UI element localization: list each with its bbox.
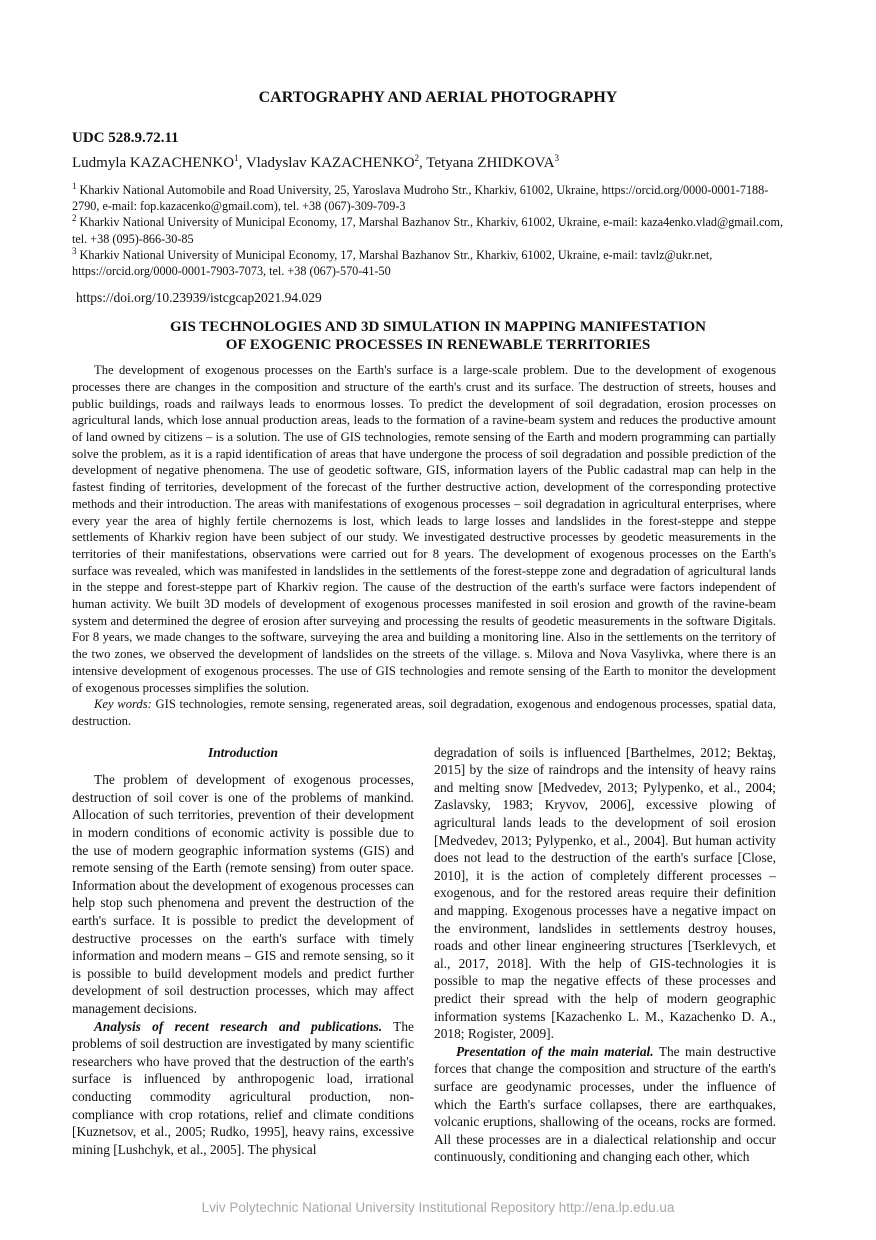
affiliation-text: Kharkiv National University of Municipal Economy, 17, Marshal Bazhanov Str., Kharkiv, 61002, Ukraine, e-mail: kaza4enko.vlad@gmail.com, tel. +38 (095)-866-30-85 xyxy=(72,215,784,246)
author-name: Ludmyla KAZACHENKO xyxy=(72,155,235,171)
affiliation-mark: 2 xyxy=(72,213,77,224)
keywords xyxy=(72,696,776,729)
affiliation-mark: 3 xyxy=(72,245,77,256)
affiliation-text: Kharkiv National Automobile and Road University, 25, Yaroslava Mudroho Str., Kharkiv, 61002, Ukraine, https://orcid.org/0000-0001-7188-2790, e-mail: fop.kazacenko@gmail.com), tel. +38 (067)-309-709-3 xyxy=(72,183,769,214)
body-columns xyxy=(72,744,776,1166)
analysis-paragraph xyxy=(72,1018,414,1159)
affiliation xyxy=(72,247,792,279)
presentation-text: The main destructive forces that change the composition and structure of the earth's surface are geodynamic processes, under the influence of which the Earth's surface collapses, there are earthquakes, volcanic eruptions, shallowing of the oceans, rocks are formed. All these processes are in a dialectical relationship and occur continuously, conditioning and changing each other, which xyxy=(434,1043,776,1165)
presentation-label: Presentation of the main material. xyxy=(456,1043,654,1059)
author-list: Ludmyla KAZACHENKO$^1$, Vladyslav KAZACHENKO$^2$, Tetyana ZHIDKOVA$^3$ xyxy=(72,153,560,171)
affiliations xyxy=(72,182,792,279)
doi-link[interactable]: https://doi.org/10.23939/istcgcap2021.94.029 xyxy=(76,290,322,306)
journal-section-heading: CARTOGRAPHY AND AERIAL PHOTOGRAPHY xyxy=(258,89,618,106)
keywords-text: GIS technologies, remote sensing, regenerated areas, soil degradation, exogenous and endogenous processes, spatial data, destruction. xyxy=(72,697,776,728)
left-column xyxy=(72,744,414,1166)
analysis-text: The problems of soil destruction are investigated by many scientific researchers who have proved that the destruction of the earth's surface is influenced by anthropogenic load, irrational conducting commodity agricultural production, non-compliance with crop rotations, relief and climate conditions [Kuznetsov, et al., 2005; Rudko, 1995], heavy rains, excessive mining [Lushchyk, et al., 2005]. The physical xyxy=(72,1018,414,1157)
abstract xyxy=(72,362,776,729)
analysis-label: Analysis of recent research and publications. xyxy=(94,1018,383,1034)
udc-code: UDC 528.9.72.11 xyxy=(72,130,179,146)
author-name: Vladyslav KAZACHENKO xyxy=(245,155,415,171)
intro-paragraph: The problem of development of exogenous processes, destruction of soil cover is one of the problems of mankind. Allocation of such territories, prevention of their development in modern conditions of economic activity is possible due to the use of modern geographic information systems (GIS) and remote sensing of the Earth (remote sensing) from outer space. Information about the development of exogenous processes can help stop such phenomena and prevent the destruction of the earth's surface. It is possible to predict the development of destructive processes on the earth's surface with timely information and modern means – GIS and remote sensing, so it is possible to build development models and predict further development of soil destruction processes, which may affect management decisions. xyxy=(72,772,414,1016)
affiliation-text: Kharkiv National University of Municipal Economy, 17, Marshal Bazhanov Str., Kharkiv, 61002, Ukraine, e-mail: tavlz@ukr.net, https://orcid.org/0000-0001-7903-7073, tel. +38 (067)-570-41-50 xyxy=(72,247,713,279)
keywords-label: Key words: xyxy=(94,697,152,712)
abstract-text: The development of exogenous processes on the Earth's surface is a large-scale problem. Due to the development of exogenous processes there are changes in the composition and structure of the earth's crust and its surface. The destruction of streets, houses and public buildings, roads and railways leads to enormous losses. To predict the development of soil degradation, erosion processes on agricultural lands, which lose annual production areas, leads to the formation of a ravine-beam system and reduces the productive amount of land owned by citizens – is a solution. The use of GIS technologies, remote sensing of the Earth and modern programming can partially solve the problem, as it is a rapid identification of areas that have undergone the process of soil degradation and possible prediction of the development of negative phenomena. The use of geodetic software, GIS, information layers of the Public cadastral map can help in the fastest finding of territories, development of the forecast of the further destructive action, development of the corresponding protective methods and their introduction. The areas with manifestations of exogenous processes – soil degradation in agricultural enterprises, where every year the area of highly fertile chernozems is lost, which leads to large losses and landslides in the forest-steppe and steppe settlements of Kharkiv region have been subject of our study. We investigated destructive processes by geodetic measurements in the territories of their manifestations, observations were carried out for 8 years. The development of exogenous processes on the Earth's surface was revealed, which was manifested in landslides in the settlements of the forest-steppe zone and degradation of agricultural lands in the steppe and forest-steppe part of Kharkiv region. The cause of the destruction of the earth's surface were factors independent of human activity. We built 3D models of development of exogenous processes manifested in soil erosion and growth of the ravine-beam system and determined the degree of erosion after surveying and processing the results of geodetic measurements in the software Digitals. For 8 years, we made changes to the software, surveying the area and building a monitoring line. Also in the settlements on the territory of the two zones, we observed the development of landslides on the streets of the village. s. Milova and Nova Vasylivka, where there is an intensive development of exogenous processes. The use of GIS technologies and remote sensing of the Earth to monitor the development of exogenous processes simplifies the solution. xyxy=(72,363,776,695)
title-line: GIS TECHNOLOGIES AND 3D SIMULATION IN MAPPING MANIFESTATION xyxy=(169,319,707,336)
right-column xyxy=(434,744,776,1166)
affiliation-mark: 1 xyxy=(72,180,77,191)
repository-footer: Lviv Polytechnic National University Institutional Repository http://ena.lp.edu.ua xyxy=(201,1200,675,1215)
affiliation xyxy=(72,182,792,214)
author-affiliation-mark: 2 xyxy=(414,153,420,163)
paper-title xyxy=(60,318,816,354)
introduction-heading: Introduction xyxy=(208,744,278,760)
continued-paragraph: degradation of soils is influenced [Barthelmes, 2012; Bektaş, 2015] by the size of raindrops and the intensity of heavy rains and melting snow [Medvedev, 2013; Pylypenko, et al., 2004; Zaslavsky, 1983; Kryvov, 2006], excessive plowing of agricultural lands leads to the development of soil erosion [Medvedev, 2013; Pylypenko, et al., 2004]. But human activity does not lead to the destruction of the earth's surface [Close, 2010], it is the action of completely different processes – exogenous, and for the restored areas require their definition and mapping. Exogenous processes have a negative impact on the environment, landslides in settlements destroy houses, roads and other linear engineering structures [Tserklevych, et al., 2017, 2018]. With the help of GIS-technologies it is possible to map the negative effects of these processes and predict their spread with the help of modern geographic information systems [Kazachenko L. M., Kazachenko D. A., 2018; Rogister, 2009]. xyxy=(434,744,776,1042)
title-line: OF EXOGENIC PROCESSES IN RENEWABLE TERRITORIES xyxy=(225,337,651,354)
author-affiliation-mark: 3 xyxy=(554,153,560,163)
affiliation xyxy=(72,214,792,246)
author-affiliation-mark: 1 xyxy=(234,153,239,163)
presentation-paragraph xyxy=(434,1043,776,1166)
author-name: Tetyana ZHIDKOVA xyxy=(426,155,555,171)
